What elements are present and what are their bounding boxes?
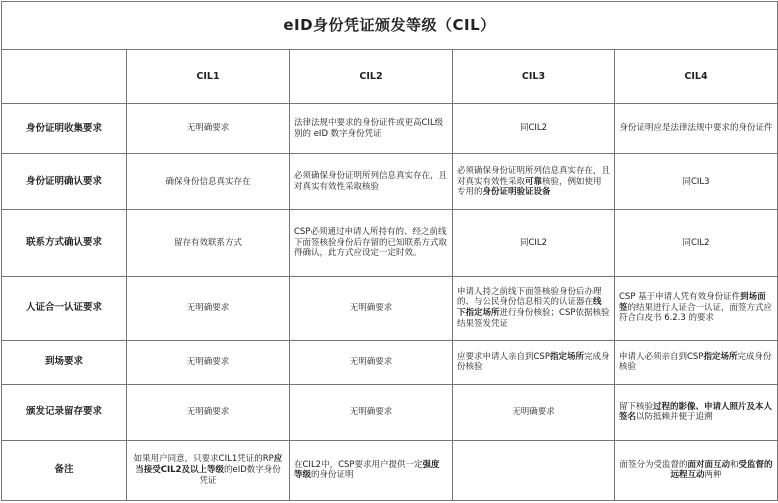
- table-row: [2, 154, 778, 210]
- cell-text: 必须确保身份证明所列信息真实存在，且对真实有效性采取核验: [294, 171, 448, 192]
- cell-cil4: [615, 154, 778, 210]
- cell-cil4: [615, 384, 778, 440]
- cell-cil1: [127, 210, 290, 276]
- cell-cil1: [127, 384, 290, 440]
- column-header-cil4: CIL4: [615, 50, 778, 104]
- cell-text: 申请人持之前线下面签核验身份后办理的、与公民身份信息相关的认证器在: [457, 286, 602, 308]
- cell-text: 应要求申请人亲自到CSP: [457, 351, 550, 362]
- cell-text-bold: 身份证明验证设备: [482, 187, 551, 198]
- cell-text: 无明确要求: [512, 406, 555, 417]
- table-title: eID身份凭证颁发等级（CIL）: [2, 2, 778, 50]
- cell-text-bold: 强度等级: [294, 459, 440, 481]
- cell-text-bold: 面对面互动: [687, 459, 731, 470]
- row-label: 身份证明收集要求: [2, 104, 127, 154]
- cell-cil2: [290, 154, 453, 210]
- row-label: 到场要求: [2, 340, 127, 384]
- table-row: [2, 440, 778, 500]
- row-label: 身份证明确认要求: [2, 154, 127, 210]
- cell-text: 同CIL2: [519, 123, 548, 134]
- cell-text-bold: 受监督的远程互动: [670, 459, 773, 481]
- cell-text: 的身份证明: [311, 470, 354, 481]
- cell-cil2: [290, 276, 453, 340]
- column-header-cil3: CIL3: [453, 50, 615, 104]
- cell-cil4: [615, 104, 778, 154]
- header-corner: [2, 50, 127, 104]
- cell-cil1: [127, 104, 290, 154]
- cell-text: 的eID数字身份凭证: [199, 465, 281, 486]
- cell-cil3: [453, 440, 615, 500]
- cell-cil4: [615, 440, 778, 500]
- cell-text-bold: 可靠: [525, 176, 543, 187]
- cell-text: 在CIL2中，CSP要求用户提供一定: [294, 459, 423, 470]
- cell-text: 无明确要求: [186, 356, 230, 367]
- cell-text: 和: [730, 459, 739, 470]
- table-row: [2, 340, 778, 384]
- row-label: 联系方式确认要求: [2, 210, 127, 276]
- cell-cil1: [127, 440, 290, 500]
- cell-text: 面签分为受监督的: [619, 459, 688, 470]
- header-row: [2, 50, 778, 104]
- cell-cil2: [290, 104, 453, 154]
- column-header-cil2: CIL2: [290, 50, 453, 104]
- table-row: [2, 210, 778, 276]
- cell-cil1: [127, 154, 290, 210]
- table-body: [2, 104, 778, 501]
- cell-cil1: [127, 340, 290, 384]
- cell-text: 进行身份核验；CSP依据核验结果签发凭证: [457, 308, 610, 329]
- cell-text: 申请人必须亲自到CSP: [619, 351, 704, 362]
- column-header-cil1: CIL1: [127, 50, 290, 104]
- cell-cil2: [290, 384, 453, 440]
- cell-text: 必须确保身份证明所列信息真实存在，且对真实有效性采取: [457, 165, 611, 187]
- row-label: 备注: [2, 440, 127, 500]
- row-label: 颁发记录留存要求: [2, 384, 127, 440]
- cell-cil3: [453, 154, 615, 210]
- cell-text: 无明确要求: [186, 123, 230, 134]
- cell-text: 法律法规中要求的身份证件或更高CIL级别的 eID 数字身份凭证: [294, 118, 444, 139]
- cell-text-bold: 指定场所: [549, 351, 584, 362]
- cil-table-document: [1, 1, 777, 501]
- cell-text-bold: 到场面签: [619, 292, 766, 313]
- cell-cil4: [615, 340, 778, 384]
- cell-text: 以防抵赖并便于追溯: [636, 412, 713, 423]
- cell-text: 的结果进行人证合一认证，面签方式应符合白皮书 6.2.3 的要求: [619, 302, 773, 324]
- cell-text: 无明确要求: [349, 302, 393, 313]
- cell-text: 如果用户同意，只要求CIL1凭证的RP: [133, 454, 274, 465]
- cell-cil2: [290, 340, 453, 384]
- cell-text: 确保身份信息真实存在: [165, 176, 251, 187]
- title-row: [2, 2, 778, 50]
- row-label: 人证合一认证要求: [2, 276, 127, 340]
- table-row: [2, 276, 778, 340]
- cell-text: 两种: [704, 470, 722, 481]
- cell-text: 无明确要求: [349, 406, 393, 417]
- cell-cil3: [453, 210, 615, 276]
- cell-cil3: [453, 384, 615, 440]
- cell-text: 无明确要求: [349, 356, 393, 367]
- cell-text: CSP必须通过申请人所持有的、经之前线下面签核验身份后存留的已知联系方式取得确认，此方式应设定一定时效。: [294, 227, 448, 259]
- cell-text: 留存有效联系方式: [173, 237, 242, 248]
- cell-cil2: [290, 210, 453, 276]
- cil-table: [1, 1, 778, 501]
- cell-text: 完成身份核验: [619, 351, 772, 373]
- cell-cil4: [615, 276, 778, 340]
- cell-text: 身份证明应是法律法规中要求的身份证件: [619, 123, 773, 134]
- table-row: [2, 104, 778, 154]
- cell-text-bold: 线下指定场所: [457, 297, 602, 319]
- table-row: [2, 384, 778, 440]
- cell-cil2: [290, 440, 453, 500]
- cell-text: 无明确要求: [186, 302, 230, 313]
- cell-text: 留下核验: [619, 401, 654, 412]
- cell-cil1: [127, 276, 290, 340]
- cell-text: 同CIL2: [519, 237, 548, 248]
- cell-cil3: [453, 104, 615, 154]
- cell-text: CSP 基于申请人凭有效身份证件: [619, 292, 741, 303]
- cell-text-bold: 应当接受CIL2及以上等级: [135, 454, 283, 476]
- cell-text: 完成身份核验: [457, 351, 610, 373]
- cell-cil4: [615, 210, 778, 276]
- cell-cil3: [453, 276, 615, 340]
- cell-text: 无明确要求: [186, 406, 230, 417]
- cell-text: 核验，例如使用专用的: [457, 176, 602, 198]
- cell-text-bold: 过程的影像、申请人照片及本人签名: [619, 401, 773, 423]
- cell-text-bold: 指定场所: [703, 351, 738, 362]
- cell-cil3: [453, 340, 615, 384]
- cell-text: 同CIL2: [682, 237, 710, 248]
- cell-text: 同CIL3: [682, 176, 710, 187]
